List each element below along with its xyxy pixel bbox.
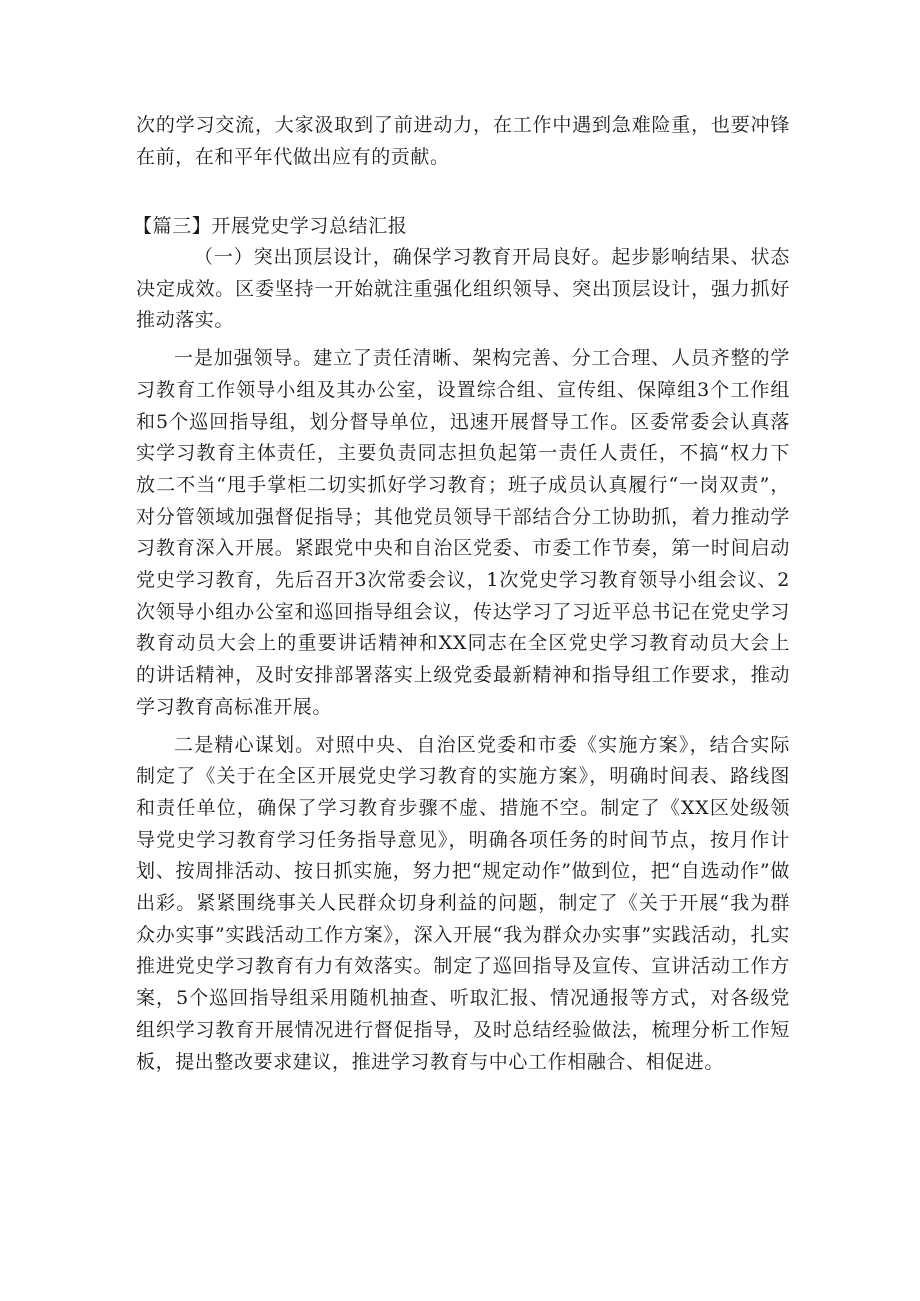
continuation-text: 次的学习交流，大家汲取到了前进动力，在工作中遇到急难险重，也要冲锋在前，在和平年代做出应有的贡献。 [136, 114, 790, 168]
continuation-paragraph [136, 110, 790, 173]
section-heading [133, 211, 790, 243]
paragraph-overview: （一）突出顶层设计，确保学习教育开局良好。起步影响结果、状态决定成效。区委坚持一开始就注重强化组织领导、突出顶层设计，强力抓好推动落实。 [136, 246, 790, 332]
paragraph-planning: 二是精心谋划。对照中央、自治区党委和市委《实施方案》，结合实际制定了《关于在全区开展党史学习教育的实施方案》，明确时间表、路线图和责任单位，确保了学习教育步骤不虚、措施不空。制定了《XX区处级领导党史学习教育学习任务指导意见》，明确各项任务的时间节点，按月作计划、按周排活动、按日抓实施，努力把“规定动作”做到位，把“自选动作”做出彩。紧紧围绕事关人民群众切身利益的问题，制定了《关于开展“我为群众办实事”实践活动工作方案》，深入开展“我为群众办实事”实践活动，扎实推进党史学习教育有力有效落实。制定了巡回指导及宣传、宣讲活动工作方案，5个巡回指导组采用随机抽查、听取汇报、情况通报等方式，对各级党组织学习教育开展情况进行督促指导，及时总结经验做法，梳理分析工作短板，提出整改要求建议，推进学习教育与中心工作相融合、相促进。 [136, 733, 790, 1073]
section-heading-text: 【篇三】开展党史学习总结汇报 [133, 215, 408, 237]
section-body [136, 242, 790, 1078]
paragraph-leadership: 一是加强领导。建立了责任清晰、架构完善、分工合理、人员齐整的学习教育工作领导小组及其办公室，设置综合组、宣传组、保障组3个工作组和5个巡回指导组，划分督导单位，迅速开展督导工作。区委常委会认真落实学习教育主体责任，主要负责同志担负起第一责任人责任，不搞“权力下放二不当“甩手掌柜二切实抓好学习教育；班子成员认真履行“一岗双责”，对分管领域加强督促指导；其他党员领导干部结合分工协助抓，着力推动学习教育深入开展。紧跟党中央和自治区党委、市委工作节奏，第一时间启动党史学习教育，先后召开3次常委会议，1次党史学习教育领导小组会议、2次领导小组办公室和巡回指导组会议，传达学习了习近平总书记在党史学习教育动员大会上的重要讲话精神和XX同志在全区党史学习教育动员大会上的讲话精神，及时安排部署落实上级党委最新精神和指导组工作要求，推动学习教育高标准开展。 [136, 347, 790, 718]
